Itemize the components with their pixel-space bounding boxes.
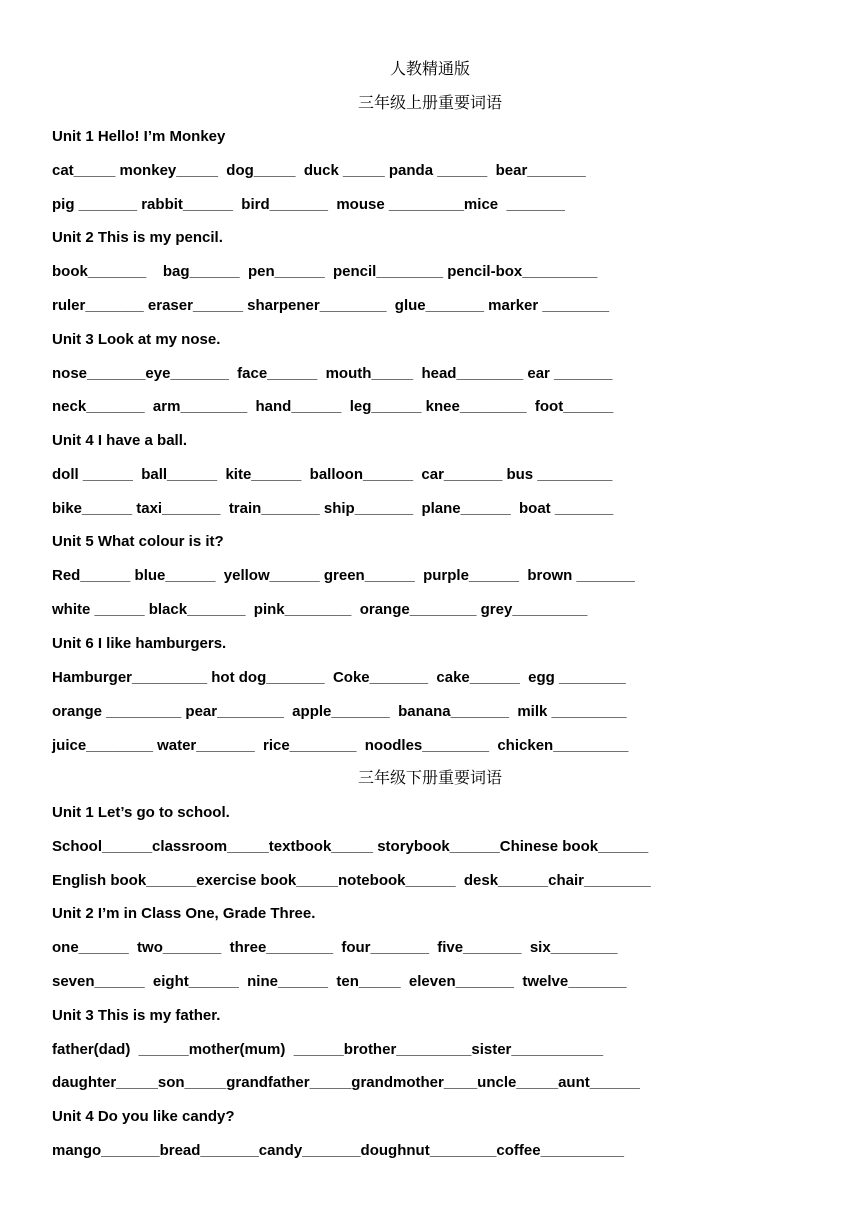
unit-heading: Unit 3 Look at my nose. — [52, 331, 221, 348]
unit-heading: Unit 1 Let’s go to school. — [52, 804, 230, 821]
vocab-line: School______classroom_____textbook_____ storybook______Chinese book______ — [52, 838, 649, 855]
section-heading-lower: 三年级下册重要词语 — [357, 768, 502, 787]
vocab-line: orange _________ pear________ apple_______ banana_______ milk _________ — [52, 703, 627, 720]
vocab-line: pig _______ rabbit______ bird_______ mouse _________mice _______ — [52, 196, 565, 213]
document-title: 人教精通版 — [389, 59, 470, 78]
vocab-line: Hamburger_________ hot dog_______ Coke_______ cake______ egg ________ — [52, 669, 626, 686]
vocab-line: cat_____ monkey_____ dog_____ duck _____ panda ______ bear_______ — [52, 162, 586, 179]
vocab-line: juice________ water_______ rice________ noodles________ chicken_________ — [52, 737, 629, 754]
vocab-line: daughter_____son_____grandfather_____grandmother____uncle_____aunt______ — [52, 1074, 640, 1091]
vocab-line: English book______exercise book_____notebook______ desk______chair________ — [52, 872, 651, 889]
vocab-line: Red______ blue______ yellow______ green______ purple______ brown _______ — [52, 567, 635, 584]
vocab-line: father(dad) ______mother(mum) ______brother_________sister___________ — [52, 1041, 604, 1058]
vocab-line: doll ______ ball______ kite______ balloon______ car_______ bus _________ — [52, 466, 613, 483]
unit-heading: Unit 2 This is my pencil. — [52, 229, 223, 246]
vocab-line: neck_______ arm________ hand______ leg______ knee________ foot______ — [52, 398, 614, 415]
vocab-line: bike______ taxi_______ train_______ ship_______ plane______ boat _______ — [52, 500, 614, 517]
unit-heading: Unit 4 I have a ball. — [52, 432, 188, 449]
section-heading-upper: 三年级上册重要词语 — [357, 93, 502, 112]
vocab-line: mango_______bread_______candy_______doughnut________coffee__________ — [52, 1142, 625, 1159]
unit-heading: Unit 4 Do you like candy? — [52, 1108, 235, 1125]
vocab-line: seven______ eight______ nine______ ten_____ eleven_______ twelve_______ — [52, 973, 627, 990]
vocab-line: book_______ bag______ pen______ pencil________ pencil-box_________ — [52, 263, 598, 280]
vocab-line: nose_______eye_______ face______ mouth_____ head________ ear _______ — [52, 365, 613, 382]
unit-heading: Unit 1 Hello! I’m Monkey — [52, 128, 226, 145]
vocab-line: white ______ black_______ pink________ orange________ grey_________ — [52, 601, 588, 618]
unit-heading: Unit 5 What colour is it? — [52, 533, 224, 550]
unit-heading: Unit 3 This is my father. — [52, 1007, 221, 1024]
unit-heading: Unit 6 I like hamburgers. — [52, 635, 227, 652]
vocab-line: ruler_______ eraser______ sharpener________ glue_______ marker ________ — [52, 297, 610, 314]
vocab-line: one______ two_______ three________ four_______ five_______ six________ — [52, 939, 618, 956]
unit-heading: Unit 2 I’m in Class One, Grade Three. — [52, 905, 316, 922]
